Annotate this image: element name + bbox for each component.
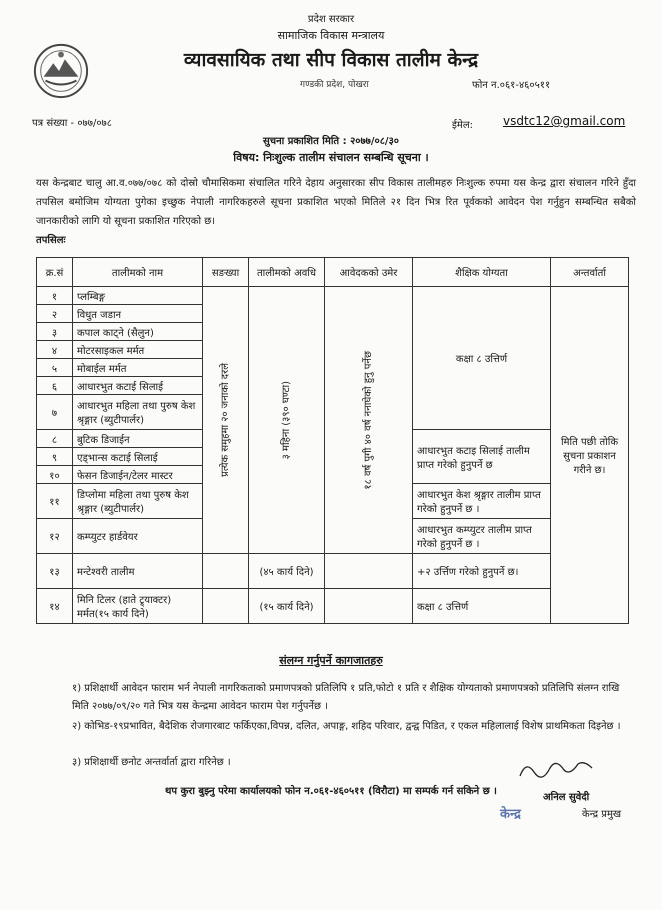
- center-name: व्यावसायिक तथा सीप विकास तालीम केन्द्र: [183, 49, 479, 71]
- row-name: फेसन डिजाईन/टेलर मास्टर: [73, 466, 203, 484]
- duration-cell: (४५ कार्य दिने): [249, 554, 325, 589]
- ministry-label: सामाजिक विकास मन्त्रालय: [277, 29, 385, 42]
- row-sn: ५: [37, 359, 73, 377]
- age-cell: [325, 589, 413, 624]
- header-interview: अन्तर्वार्ता: [551, 258, 629, 287]
- signature-icon: [512, 754, 602, 784]
- duration-cell: [249, 287, 325, 554]
- reference-number: पत्र संख्या - ०७७/०७८: [32, 118, 112, 129]
- row-name: प्लम्बिङ्ग: [73, 287, 203, 305]
- row-sn: ८: [37, 430, 73, 448]
- row-sn: ३: [37, 323, 73, 341]
- address: गण्डकी प्रदेश, पोखरा: [300, 80, 369, 90]
- row-name: मन्टेश्वरी तालीम: [73, 554, 203, 589]
- signatory-title: केन्द्र प्रमुख: [582, 809, 622, 820]
- row-name: डिप्लोमा महिला तथा पुरुष केश श्रृङ्गार (ब्युटीपार्लर): [73, 484, 203, 519]
- row-sn: १४: [37, 589, 73, 624]
- table-row: [37, 589, 629, 624]
- table-header-row: [37, 258, 629, 287]
- age-cell: [325, 287, 413, 554]
- count-cell: [203, 287, 249, 554]
- qualification-cell: कक्षा ८ उत्तिर्ण: [413, 287, 551, 430]
- row-name: मिनि टिलर (हाते ट्र्याक्टर) मर्मत(१५ कार्य दिने): [73, 589, 203, 624]
- government-label: प्रदेश सरकार: [307, 14, 355, 25]
- attachments-title: संलग्न गर्नुपर्ने कागजातहरु: [279, 654, 383, 667]
- attachment-item: ३) प्रशिक्षार्थी छनोट अन्तर्वार्ता द्वारा गरिनेछ ।: [72, 757, 231, 768]
- qualification-cell: कक्षा ८ उत्तिर्ण: [413, 589, 551, 624]
- qualification-cell: आधारभुत केश श्रृङ्गार तालीम प्राप्त गरेको हुनुपर्ने छ ।: [413, 484, 551, 519]
- contact-info: थप कुरा बुझ्नु परेमा कार्यालयको फोन न.०६१-४६०५११ (विरौटा) मा सम्पर्क गर्न सकिने छ ।: [165, 786, 497, 797]
- duration-text: ३ महिना (३९० घण्टा): [280, 380, 292, 460]
- row-sn: १३: [37, 554, 73, 589]
- row-name: एड्भान्स कटाई सिलाई: [73, 448, 203, 466]
- row-name: कम्प्युटर हार्डवेयर: [73, 519, 203, 554]
- age-text: १८ वर्ष पुगी ४० वर्ष ननाघेको हुनु पर्नेछ: [362, 350, 374, 490]
- row-sn: ११: [37, 484, 73, 519]
- row-sn: १: [37, 287, 73, 305]
- details-label: तपसिलः: [36, 235, 66, 246]
- qualification-cell: आधारभुत कम्प्युटर तालीम प्राप्त गरेको हुनुपर्ने छ ।: [413, 519, 551, 554]
- attachment-item: १) प्रशिक्षार्थी आवेदन फाराम भर्न नेपाली नागरिकताको प्रमाणपत्रको प्रतिलिपि १ प्रति,फोटो १ प्रति र शैक्षिक योग्यताको प्रमाणपत्रको प्रतिलिपि संलग्न राखि मिति २०७७/०९/२० गते भित्र यस केन्द्रमा आवेदन फाराम पेश गर्नुपर्नेछ ।: [72, 683, 620, 712]
- row-name: मोटरसाइकल मर्मत: [73, 341, 203, 359]
- table-row: [37, 554, 629, 589]
- table-row: [37, 287, 629, 305]
- row-name: आधारभुत कटाई सिलाई: [73, 377, 203, 395]
- row-name: बुटिक डिजाईन: [73, 430, 203, 448]
- row-sn: ७: [37, 395, 73, 430]
- training-table: [36, 257, 629, 624]
- attachment-item: २) कोभिड-१९प्रभावित, बैदेशिक रोजगारबाट फर्किएका,विपन्न, दलित, अपाङ्ग, शहिद परिवार, द्वन्द्व पिडित, र एकल महिलालाई विशेष प्राथमिकता दिइनेछ ।: [72, 721, 621, 732]
- header-age: आवेदकको उमेर: [325, 258, 413, 287]
- header-sn: क्र.सं: [37, 258, 73, 287]
- office-stamp: केन्द्र: [500, 807, 521, 822]
- header-training-name: तालीमको नाम: [73, 258, 203, 287]
- count-text: प्रत्येक समुहमा २० जनाको दरले: [219, 363, 231, 477]
- qualification-cell: आधारभुत कटाइ सिलाई तालीम प्राप्त गरेको हुनुपर्ने छ: [413, 430, 551, 484]
- row-sn: १०: [37, 466, 73, 484]
- row-name: विधुत जडान: [73, 305, 203, 323]
- row-name: मोबाईल मर्मत: [73, 359, 203, 377]
- row-name: आधारभुत महिला तथा पुरुष केश श्रृङ्गार (ब्युटीपार्लर): [73, 395, 203, 430]
- row-name: कपाल काट्ने (सैलुन): [73, 323, 203, 341]
- signatory-name: अनिल सुवेदी: [543, 792, 590, 803]
- row-sn: १२: [37, 519, 73, 554]
- row-sn: २: [37, 305, 73, 323]
- header-duration: तालीमको अवधि: [249, 258, 325, 287]
- count-cell: [203, 589, 249, 624]
- row-sn: ९: [37, 448, 73, 466]
- row-sn: ४: [37, 341, 73, 359]
- phone-number: फोन न.०६१-४६०५११: [472, 80, 551, 91]
- age-cell: [325, 554, 413, 589]
- publish-date: सुचना प्रकाशित मिति : २०७७/०८/३०: [263, 136, 399, 147]
- duration-cell: (१५ कार्य दिने): [249, 589, 325, 624]
- row-sn: ६: [37, 377, 73, 395]
- count-cell: [203, 554, 249, 589]
- email-link[interactable]: vsdtc12@gmail.com: [503, 114, 626, 128]
- header-count: सङख्या: [203, 258, 249, 287]
- notice-subject: विषय: निःशुल्क तालीम संचालन सम्बन्धि सूचना ।: [233, 151, 429, 164]
- notice-body: यस केन्द्रबाट चालु आ.व.०७७/०७८ को दोस्रो चौमासिकमा संचालित गरिने देहाय अनुसारका सीप विकास तालीमहरु निःशुल्क रुपमा यस केन्द्र द्वारा संचालन गरिने हुँदा तपसिल बमोजिम योग्यता पुगेका इच्छुक नेपाली नागरिकहरुले सूचना प्रकाशित भएको मितिले २१ दिन भित्र रित पूर्वकको आवेदन पेश गर्नुहुन सम्बन्धित सबैको जानकारीको लागि यो सूचना प्रकाशित गरिएको छ।: [36, 178, 636, 227]
- qualification-cell: +२ उर्त्तिण गरेको हुनुपर्ने छ।: [413, 554, 551, 589]
- email-label: ईमेल:: [452, 120, 474, 131]
- header-qualification: शैक्षिक योग्यता: [413, 258, 551, 287]
- interview-cell: मिति पछी तोकि सुचना प्रकाशन गरीने छ।: [551, 287, 629, 624]
